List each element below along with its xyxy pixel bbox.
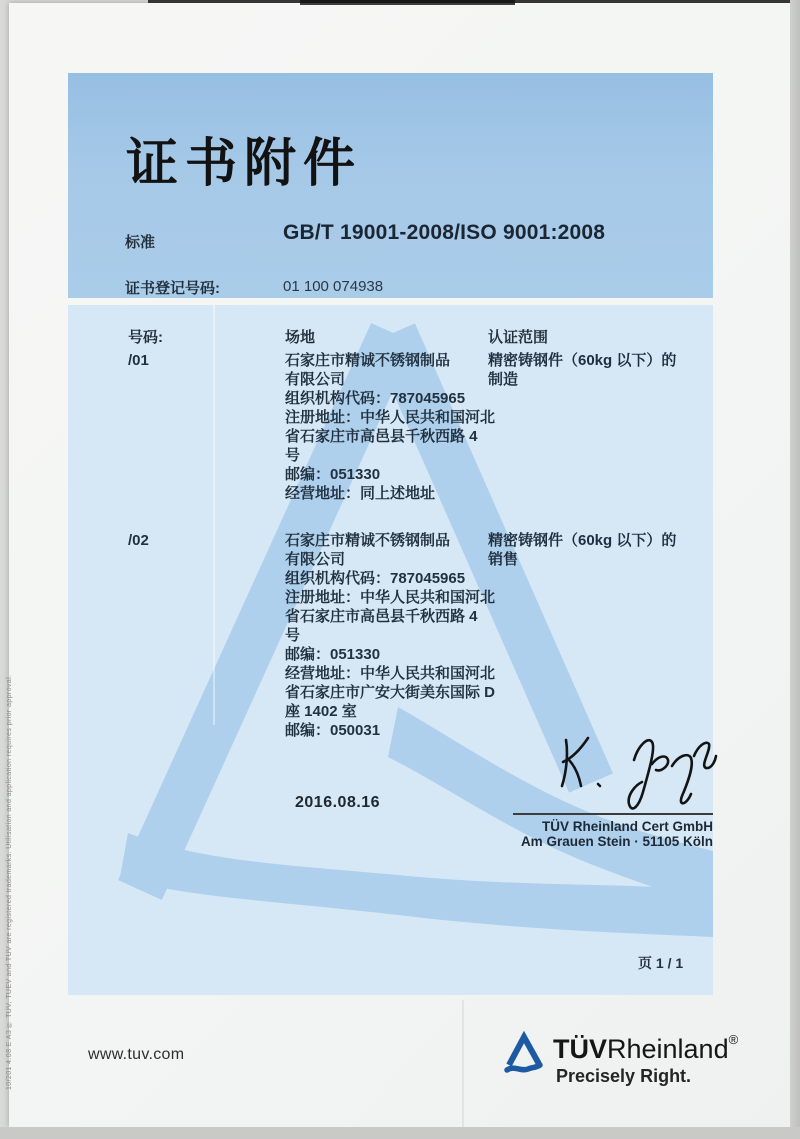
row1-scope: 精密铸钢件（60kg 以下）的 制造 [488, 352, 677, 388]
cert-registration-label: 证书登记号码: [125, 280, 220, 297]
scan-edge-bottom [0, 1127, 800, 1139]
page-number: 页 1 / 1 [638, 955, 684, 971]
issue-date: 2016.08.16 [295, 794, 381, 811]
standard-label: 标准 [125, 234, 156, 251]
scan-artifact-top-blob [300, 0, 515, 5]
standard-value: GB/T 19001-2008/ISO 9001:2008 [283, 221, 606, 244]
tuv-rheinland-wordmark [553, 1032, 738, 1065]
registered-trademark-symbol: ® [728, 1032, 739, 1047]
tuv-website-url: www.tuv.com [88, 1046, 185, 1063]
page-title: 证书附件 [126, 135, 363, 193]
signature-rule [513, 813, 713, 815]
brand-tagline: Precisely Right. [556, 1066, 692, 1086]
row1-site: 石家庄市精诚不锈钢制品 有限公司 组织机构代码：787045965 注册地址：中华人民共和国河北 省石家庄市高邑县千秋西路 4 号 邮编：051330 经营地址：同上述地址 [285, 352, 496, 502]
cert-registration-value: 01 100 074938 [283, 278, 384, 295]
column-header-number: 号码: [128, 329, 163, 346]
brand-rheinland: Rheinland [607, 1034, 729, 1064]
scan-fold-line-footer [462, 1000, 464, 1127]
side-imprint-note: 10/201 4.08 E A3 ® TÜV, TUEV and TUV are registered trademarks. Utilisation and application requires prior approval. [6, 674, 13, 1090]
signature-handwriting [548, 726, 718, 818]
row2-scope: 精密铸钢件（60kg 以下）的 销售 [488, 532, 677, 568]
tuv-rheinland-logo-icon [501, 1030, 547, 1076]
issuer-address: Am Grauen Stein · 51105 Köln [520, 834, 713, 849]
scan-edge-right [790, 0, 800, 1139]
issuer-organization: TÜV Rheinland Cert GmbH [541, 819, 713, 834]
row1-number: /01 [128, 352, 149, 369]
row2-number: /02 [128, 532, 149, 549]
scan-fold-line [213, 305, 215, 725]
row2-site: 石家庄市精诚不锈钢制品 有限公司 组织机构代码：787045965 注册地址：中华人民共和国河北 省石家庄市高邑县千秋西路 4 号 邮编：051330 经营地址：中华人民共和国河北 省石家庄市广安大街美东国际 D 座 1402 室 邮编：050031 [285, 532, 496, 739]
column-header-scope: 认证范围 [488, 329, 549, 346]
brand-tuv: TÜV [553, 1034, 607, 1064]
column-header-site: 场地 [285, 329, 316, 346]
